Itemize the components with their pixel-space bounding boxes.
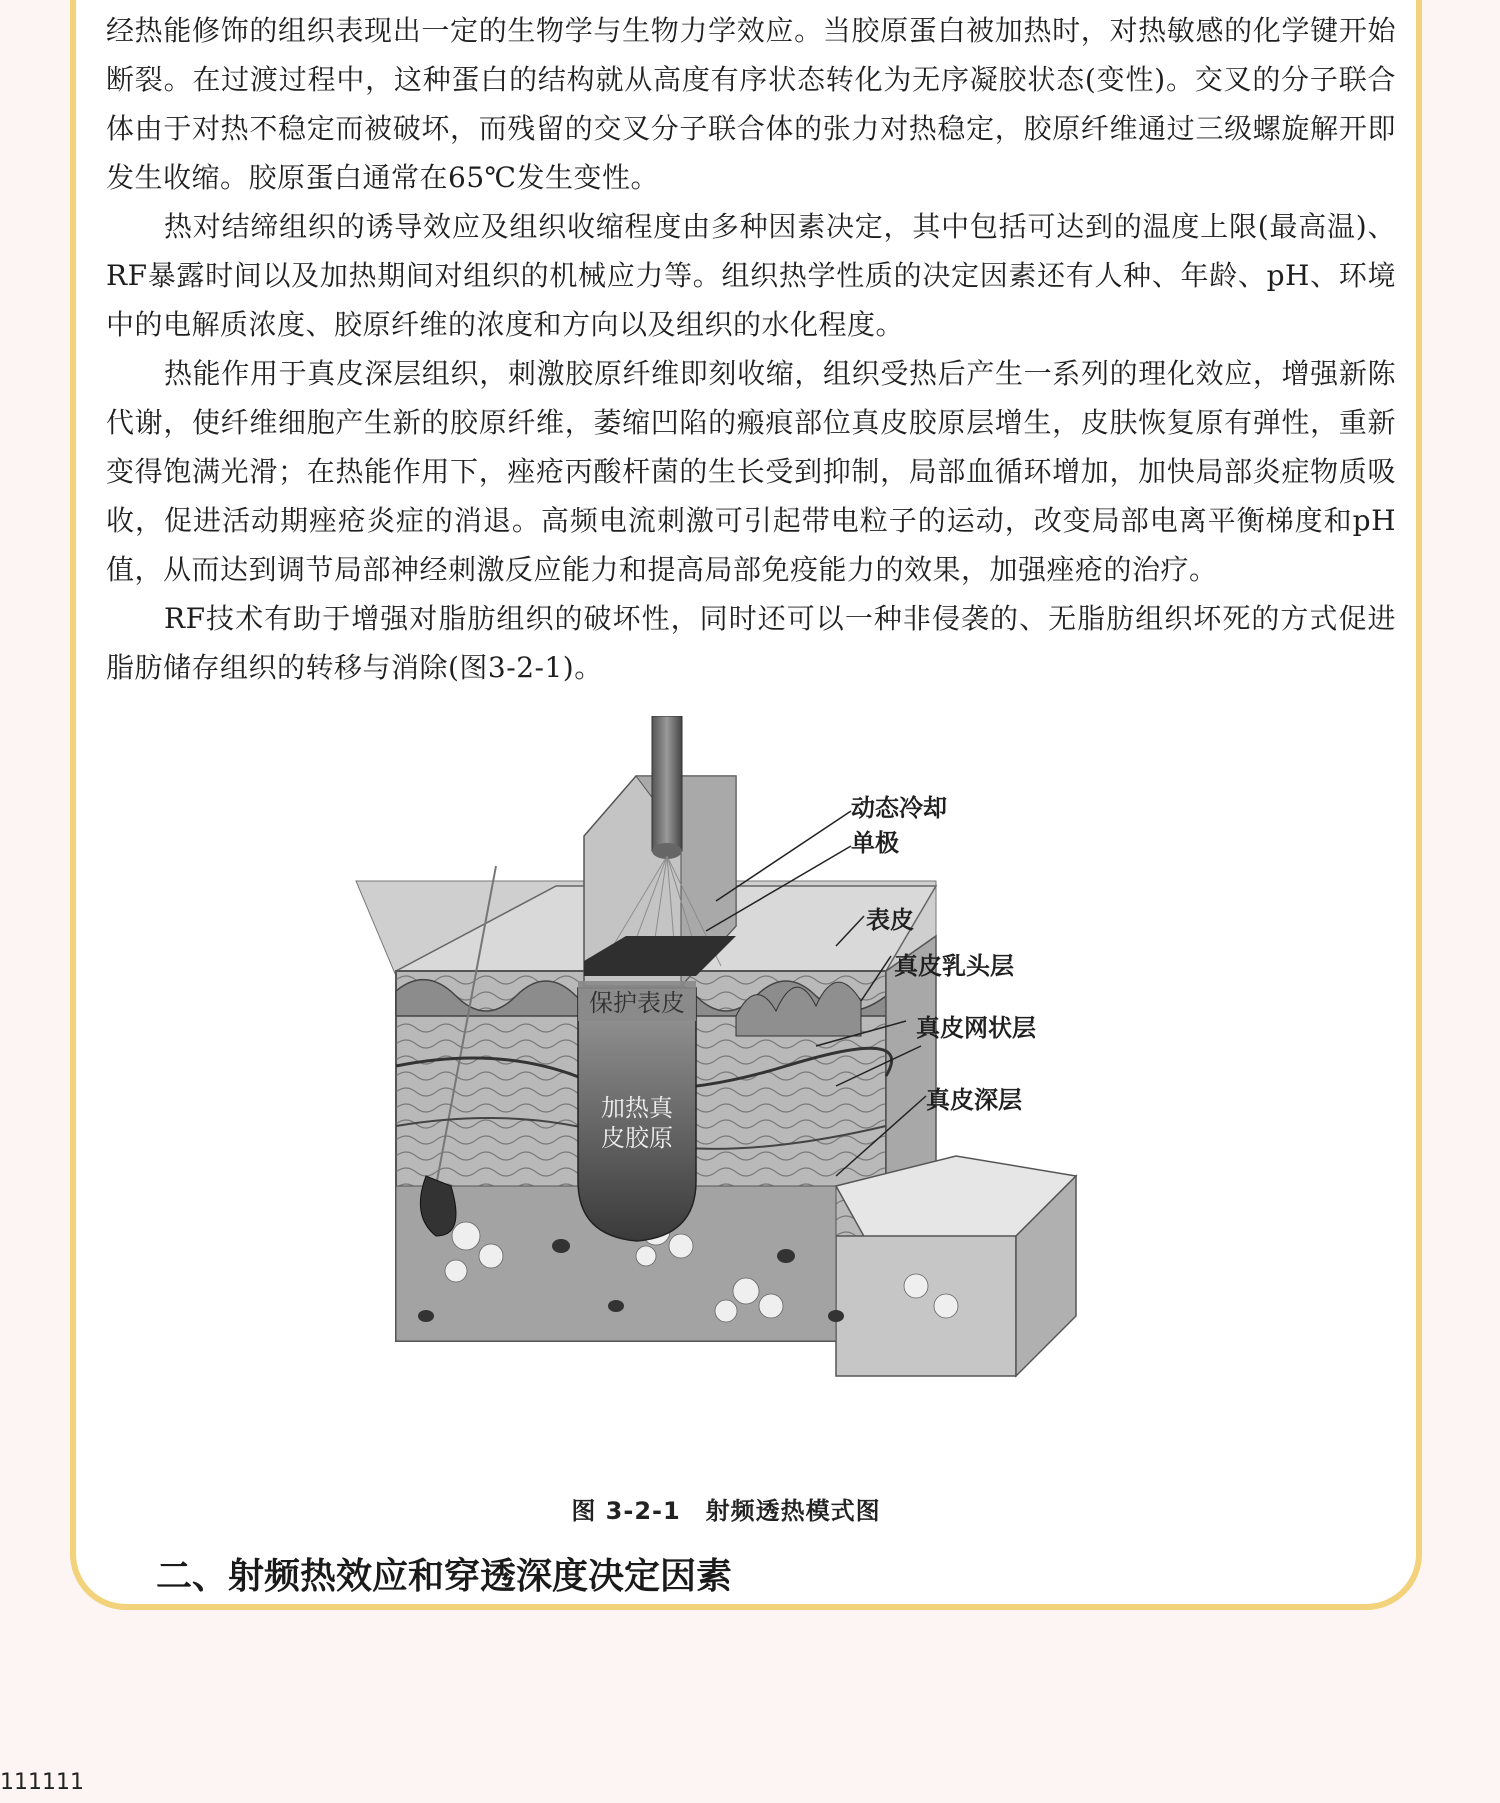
paragraph-3: 热能作用于真皮深层组织，刺激胶原纤维即刻收缩，组织受热后产生一系列的理化效应，增强新陈代谢，使纤维细胞产生新的胶原纤维，萎缩凹陷的瘢痕部位真皮胶原层增生，皮肤恢复原有弹性，重新变得饱满光滑；在热能作用下，痤疮丙酸杆菌的生长受到抑制，局部血循环增加，加快局部炎症物质吸收，促进活动期痤疮炎症的消退。高频电流刺激可引起带电粒子的运动，改变局部电离平衡梯度和pH值，从而达到调节局部神经刺激反应能力和提高局部免疫能力的效果，加强痤疮的治疗。 bbox=[106, 357, 1396, 586]
label-monopole: 单极 bbox=[851, 829, 899, 857]
label-heat-line-1: 加热真 bbox=[601, 1094, 673, 1122]
section-heading: 二、射频热效应和穿透深度决定因素 bbox=[156, 1556, 733, 1597]
label-deep-dermis: 真皮深层 bbox=[926, 1086, 1022, 1114]
label-protect-epidermis: 保护表皮 bbox=[589, 989, 685, 1017]
rf-diathermy-figure bbox=[316, 716, 1156, 1436]
paragraph-2: 热对结缔组织的诱导效应及组织收缩程度由多种因素决定，其中包括可达到的温度上限(最高温)、RF暴露时间以及加热期间对组织的机械应力等。组织热学性质的决定因素还有人种、年龄、pH、环境中的电解质浓度、胶原纤维的浓度和方向以及组织的水化程度。 bbox=[106, 210, 1396, 341]
probe-rod bbox=[652, 716, 682, 851]
label-heat-line-2: 皮胶原 bbox=[601, 1124, 673, 1152]
label-papillary-dermis: 真皮乳头层 bbox=[894, 952, 1014, 980]
paragraph-4: RF技术有助于增强对脂肪组织的破坏性，同时还可以一种非侵袭的、无脂肪组织坏死的方式促进脂肪储存组织的转移与消除(图3-2-1)。 bbox=[106, 602, 1396, 684]
fat-front bbox=[836, 1236, 1016, 1376]
figure-caption: 图 3-2-1 射频透热模式图 bbox=[571, 1497, 881, 1525]
body-text bbox=[106, 6, 1396, 692]
label-epidermis: 表皮 bbox=[866, 906, 914, 934]
paragraph-1: 经热能修饰的组织表现出一定的生物学与生物力学效应。当胶原蛋白被加热时，对热敏感的化学键开始断裂。在过渡过程中，这种蛋白的结构就从高度有序状态转化为无序凝胶状态(变性)。交叉的分子联合体由于对热不稳定而被破坏，而残留的交叉分子联合体的张力对热稳定，胶原纤维通过三级螺旋解开即发生收缩。胶原蛋白通常在65℃发生变性。 bbox=[106, 14, 1396, 194]
rf-diagram bbox=[316, 716, 1156, 1436]
label-dynamic-cooling: 动态冷却 bbox=[851, 794, 947, 822]
document-card bbox=[70, 0, 1422, 1610]
label-reticular-dermis: 真皮网状层 bbox=[916, 1014, 1036, 1042]
footer-tag: 111111 bbox=[0, 1770, 84, 1795]
